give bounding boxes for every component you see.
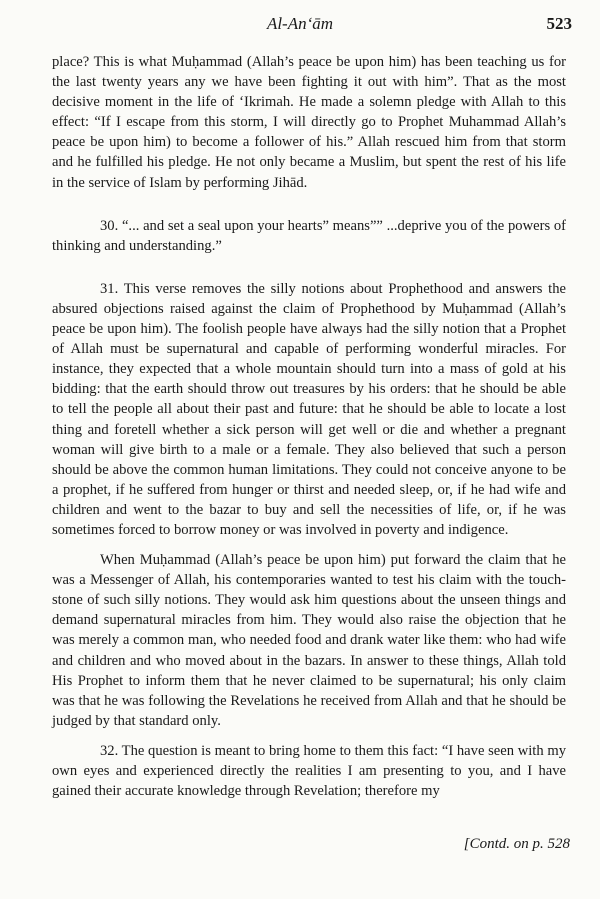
paragraph-continuation: place? This is what Muḥammad (Allah’s peace be upon him) has been teaching us for the last twenty years any we have been fighting it out with him”. That as the most decisive moment in the life of ‘Ikrimah. He made a solemn pledge with Allah to this effect: “If I escape from this storm, I will directly go to Prophet Muhammad Allah’s peace be upon him) to become a follower of his.” Allah rescued him from that storm and he fulfilled his pledge. He not only became a Muslim, but spent the rest of his life in the service of Islam by performing Jihād. (52, 54, 566, 191)
continuation-note: [Contd. on p. 528 (463, 836, 570, 852)
paragraph-note-31-continued: When Muḥammad (Allah’s peace be upon him) put forward the claim that he was a Messenger of Allah, his contemporaries wanted to test his claim with the touch-stone of such silly notions. They would ask him questions about the unseen things and demand supernatural miracles from him. They would also raise the objection that he was merely a common man, who needed food and drank water like them: who had wife and children and who moved about in the bazars. In answer to these things, Allah told His Prophet to inform them that he never claimed to be supernatural; his only claim was that he was following the Revelations he received from Allah and that he should be judged by that standard only. (52, 552, 566, 729)
paragraph-note-32: 32. The question is meant to bring home to them this fact: “I have seen with my own eyes and experienced directly the realities I am presenting to you, and I have gained their accurate knowledge through Revelation; therefore my (52, 742, 566, 800)
paragraph-note-31: 31. This verse removes the silly notions about Prophethood and answers the absured objections raised against the claim of Prophethood by Muḥammad (Allah’s peace be upon him). The foolish people have always had the silly notion that a Prophet of Allah must be supernatural and capable of performing wonderful miracles. For instance, they expected that a whole mountain should turn into a mass of gold at his bidding: that the earth should throw out treasures by his orders: that he should be able to tell the people all about their past and future: that he should be able to locate a lost thing and foretell whether a sick person will get well or die and whether a pregnant woman will give birth to a male or a female. They also believed that such a person should be above the common human limitations. They could not conceive anyone to be a prophet, if he suffered from hunger or thirst and needed sleep, or, if he had wife and children and went to the bazar to buy and sell the necessities of life, or, if he was sometimes forced to borrow money or was involved in poverty and indigence. (52, 280, 566, 538)
page-header (0, 14, 600, 38)
paragraph-note-30: 30. “... and set a seal upon your hearts” means”” ...deprive you of the powers of thinking and understanding.” (52, 217, 566, 254)
commentary-body (52, 52, 566, 801)
page-number: 523 (546, 14, 572, 33)
running-head: Al-An‘ām (266, 14, 334, 33)
